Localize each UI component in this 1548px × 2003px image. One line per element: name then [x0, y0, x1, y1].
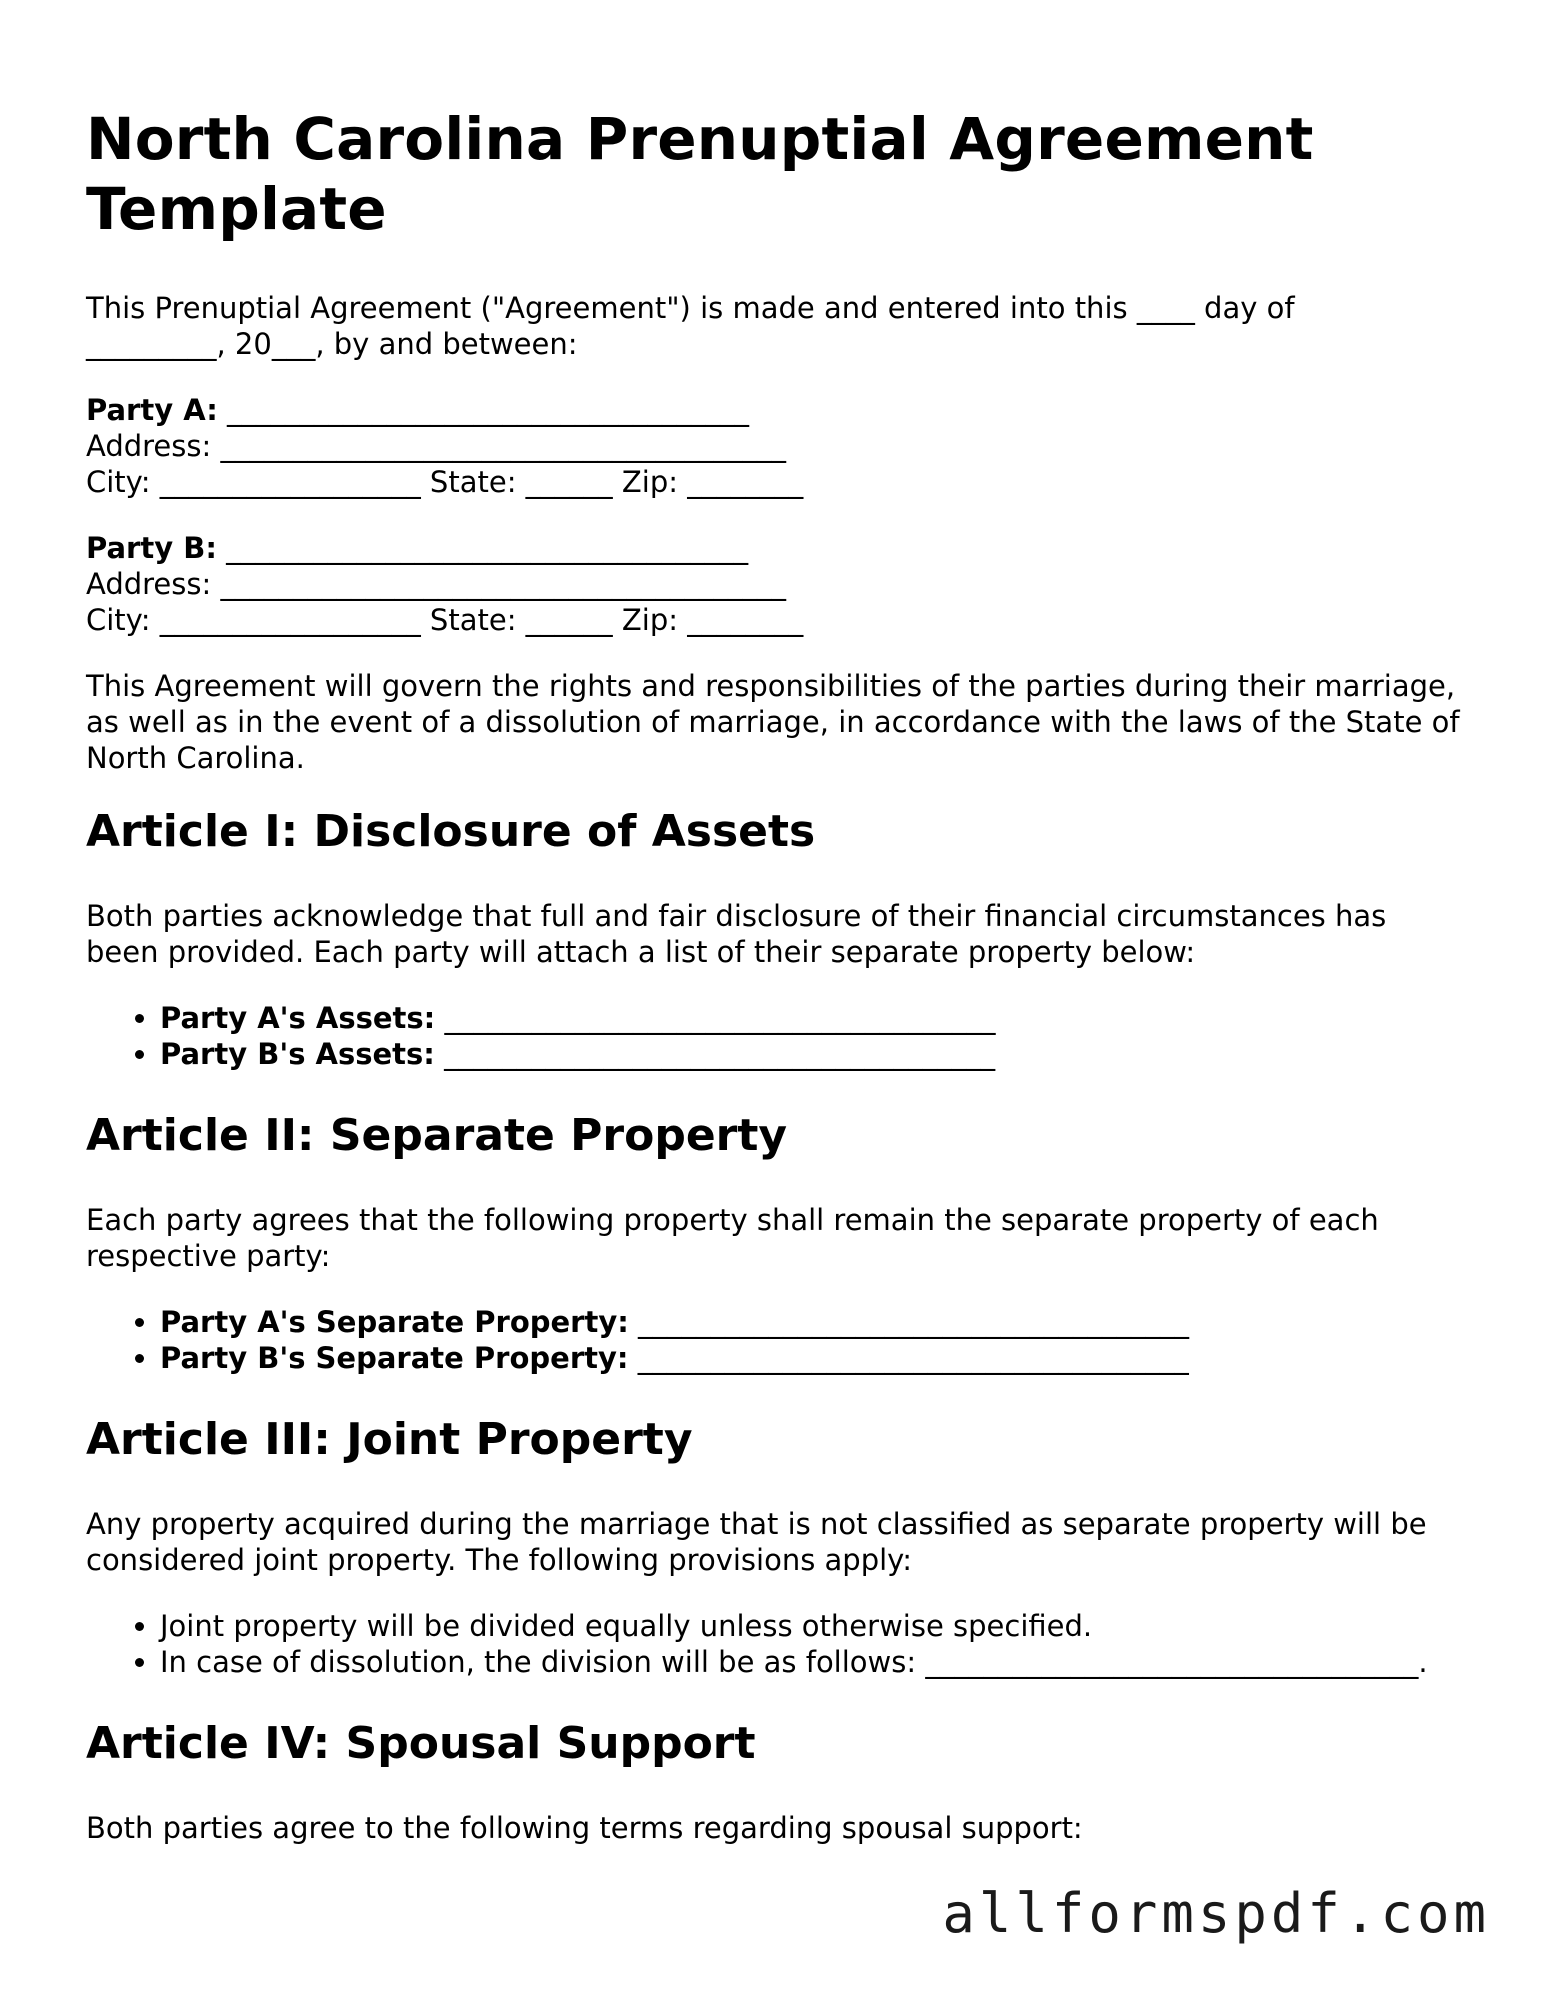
intro-line-2: _________, 20___, by and between: [86, 327, 578, 361]
party-b-separate-property-field[interactable]: ______________________________________ [628, 1341, 1189, 1375]
party-a-assets-field[interactable]: ______________________________________ [435, 1001, 996, 1035]
governance-paragraph: This Agreement will govern the rights and responsibilities of the parties during their marriage, as well as in the event of a dissolution of marriage, in accordance with the laws of the State of North Carolina. [86, 669, 1460, 775]
party-b-name-field[interactable]: ____________________________________ [216, 531, 749, 565]
list-item [160, 1036, 1466, 1072]
party-a-label: Party A: [86, 393, 218, 427]
article-2-list [86, 1304, 1466, 1376]
document-title: North Carolina Prenuptial Agreement Template [86, 105, 1314, 243]
document-page [86, 104, 1466, 1876]
party-a-separate-property-field[interactable]: ______________________________________ [628, 1305, 1190, 1339]
list-item[interactable]: • In case of dissolution, the division will be as follows: __________________________________. [160, 1644, 1466, 1680]
article-3-list [86, 1608, 1466, 1680]
article-1-body: Both parties acknowledge that full and fair disclosure of their financial circumstances has been provided. Each party will attach a list of their separate property below: [86, 899, 1387, 969]
party-b-city-state-zip-field[interactable]: City: __________________ State: ______ Zip: ________ [86, 603, 804, 637]
party-b-assets-label: Party B's Assets: [160, 1037, 435, 1071]
party-a-address-field[interactable]: Address: _______________________________________ [86, 429, 786, 463]
party-a-name-field[interactable]: ____________________________________ [217, 393, 750, 427]
party-b-address-field[interactable]: Address: _______________________________________ [86, 567, 786, 601]
party-b-separate-property-label: Party B's Separate Property: [160, 1341, 629, 1375]
article-4-body: Both parties agree to the following terms regarding spousal support: [86, 1811, 1083, 1845]
party-b-block [86, 530, 1466, 638]
list-item [160, 1304, 1466, 1340]
intro-line-1: This Prenuptial Agreement ("Agreement") is made and entered into this ____ day of [86, 291, 1295, 325]
article-4-heading: Article IV: Spousal Support [86, 1718, 756, 1769]
article-3-heading: Article III: Joint Property [86, 1414, 693, 1465]
party-b-label: Party B: [86, 531, 217, 565]
article-2-heading: Article II: Separate Property [86, 1110, 788, 1161]
party-a-city-state-zip-field[interactable]: City: __________________ State: ______ Zip: ________ [86, 465, 804, 499]
list-item: • Joint property will be divided equally unless otherwise specified. [160, 1608, 1466, 1644]
list-item [160, 1340, 1466, 1376]
party-a-block [86, 392, 1466, 500]
article-2-body: Each party agrees that the following property shall remain the separate property of each respective party: [86, 1203, 1379, 1273]
party-b-assets-field[interactable]: ______________________________________ [434, 1037, 996, 1071]
list-item [160, 1000, 1466, 1036]
article-1-heading: Article I: Disclosure of Assets [86, 806, 816, 857]
intro-paragraph [86, 290, 1466, 362]
watermark-text: allformspdf.com [942, 1882, 1490, 1945]
party-a-assets-label: Party A's Assets: [160, 1001, 436, 1035]
article-3-body: Any property acquired during the marriage that is not classified as separate property will be considered joint property. The following provisions apply: [86, 1507, 1427, 1577]
party-a-separate-property-label: Party A's Separate Property: [160, 1305, 629, 1339]
article-1-list [86, 1000, 1466, 1072]
